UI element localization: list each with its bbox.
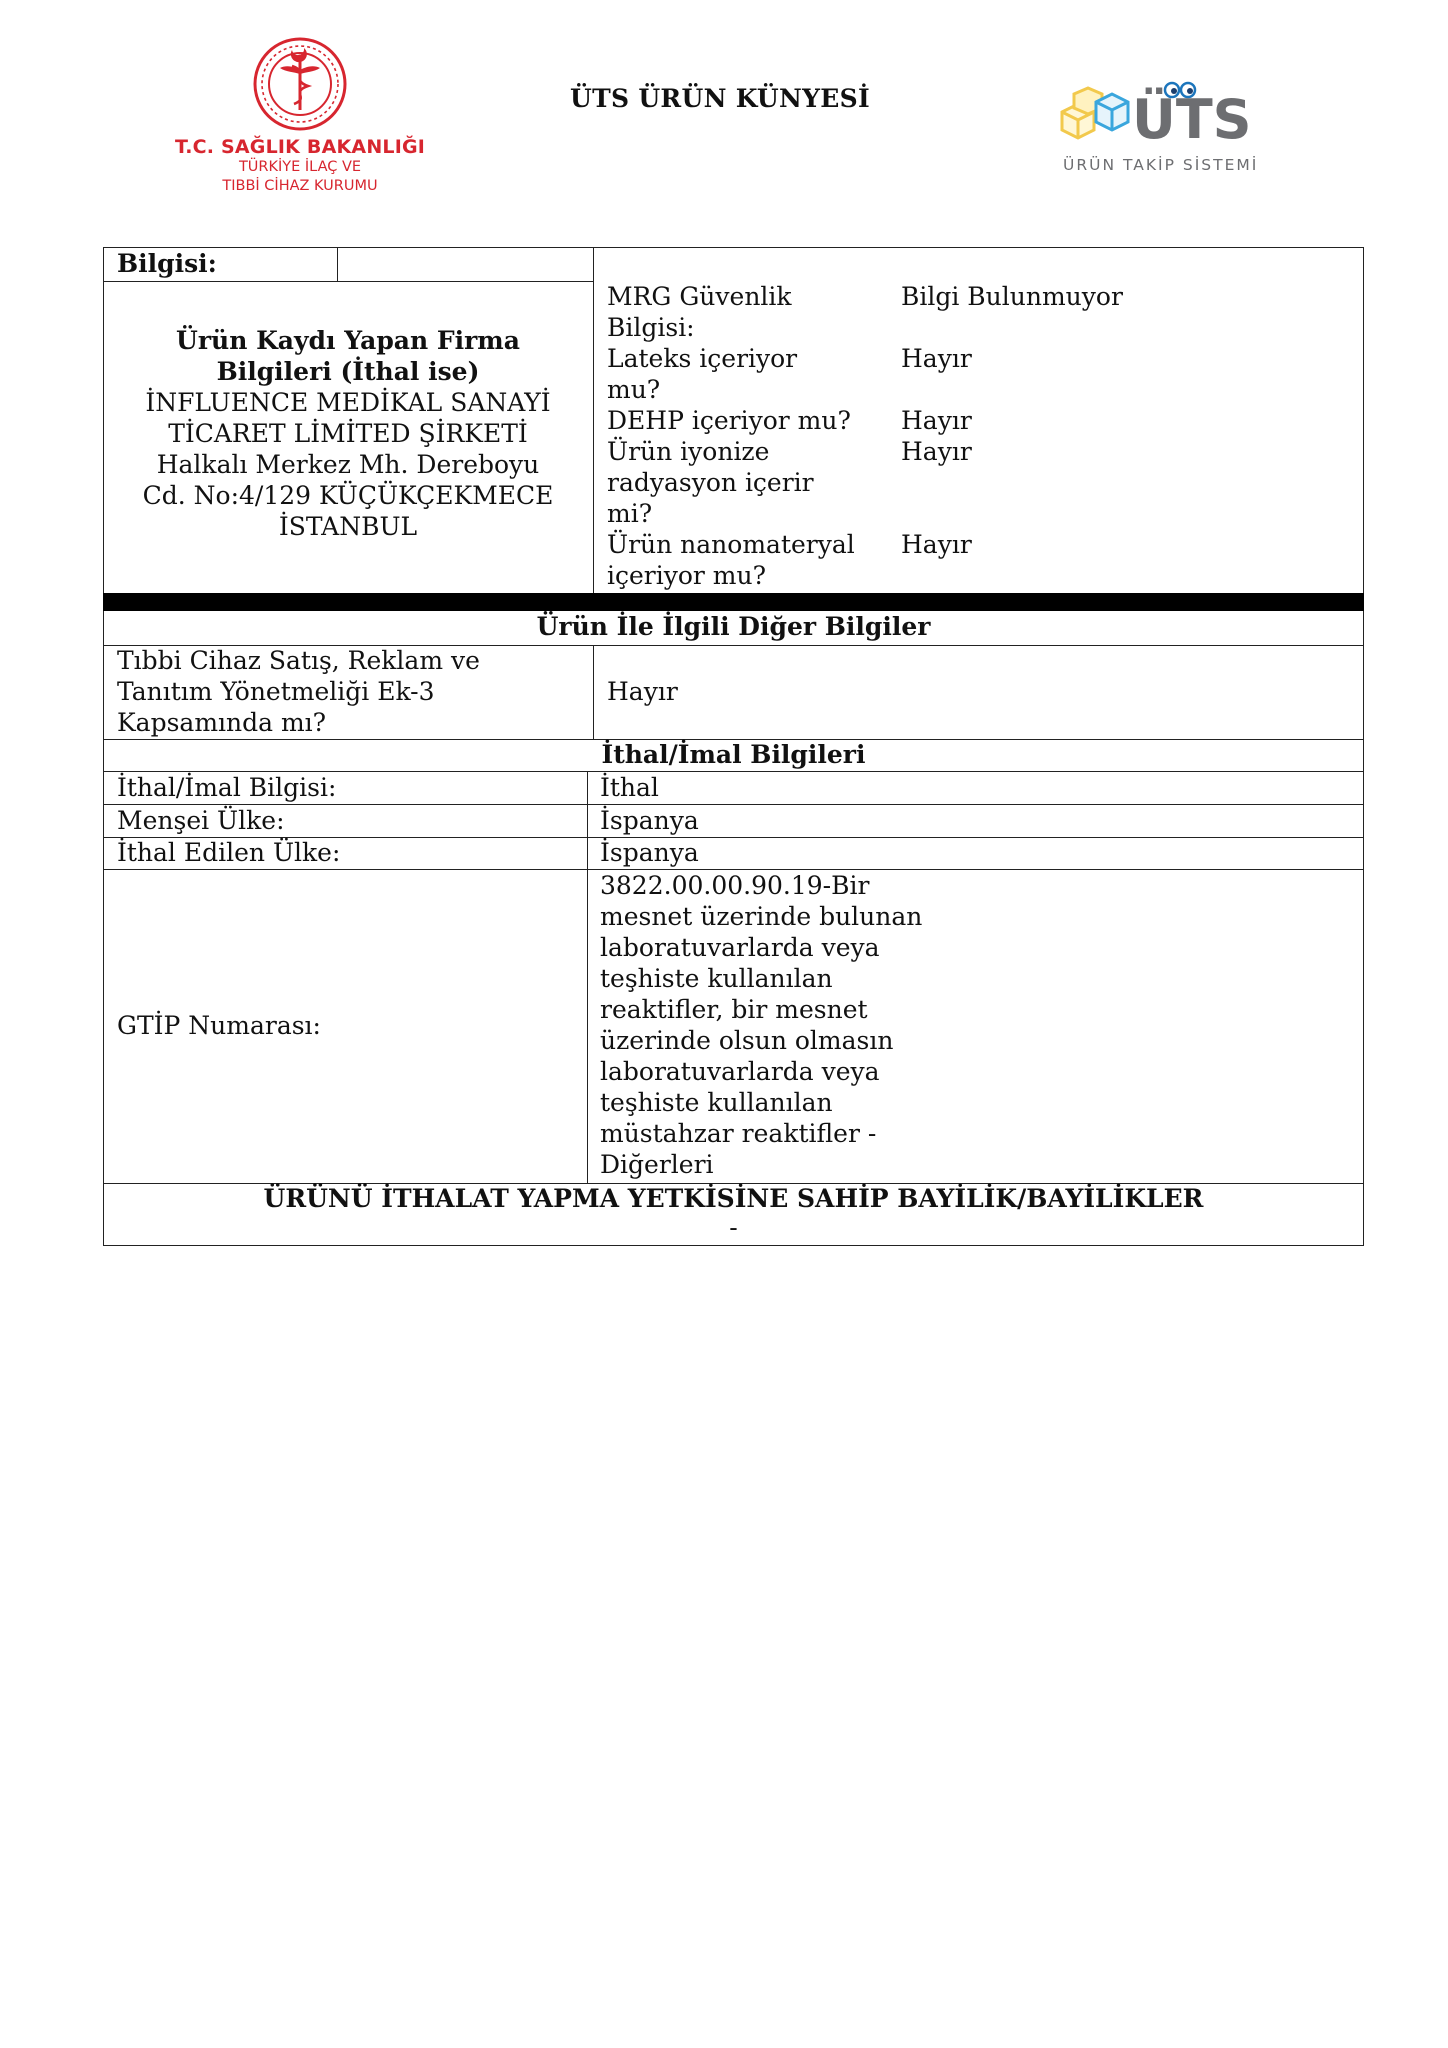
gtip-line-9: müstahzar reaktifler - xyxy=(600,1119,877,1148)
page-title: ÜTS ÜRÜN KÜNYESİ xyxy=(569,84,871,113)
dehp-value: Hayır xyxy=(901,406,972,435)
ministry-name: T.C. SAĞLIK BAKANLIĞI xyxy=(174,136,426,158)
regulation-label xyxy=(117,645,587,738)
section-divider xyxy=(103,593,1364,611)
firm-name-line-2: TİCARET LİMİTED ŞİRKETİ xyxy=(168,419,528,448)
gtip-line-10: Diğerleri xyxy=(600,1150,714,1179)
ministry-sub-line-2: TIBBİ CİHAZ KURUMU xyxy=(222,178,378,194)
dehp-label: DEHP içeriyor mu? xyxy=(607,406,851,435)
gtip-line-7: laboratuvarlarda veya xyxy=(600,1057,880,1086)
regulation-label-line-2: Tanıtım Yönetmeliği Ek-3 xyxy=(117,677,435,706)
other-info-heading: Ürün İle İlgili Diğer Bilgiler xyxy=(536,612,931,641)
firm-info-block xyxy=(106,325,590,542)
nano-value: Hayır xyxy=(901,530,972,559)
import-info-heading: İthal/İmal Bilgileri xyxy=(601,740,866,769)
ionizing-label-line-3: mi? xyxy=(607,499,653,528)
gtip-line-5: reaktifler, bir mesnet xyxy=(600,995,868,1024)
firm-address-line-2: Cd. No:4/129 KÜÇÜKÇEKMECE xyxy=(142,481,554,510)
ionizing-label-line-1: Ürün iyonize xyxy=(607,437,770,466)
mrg-label-line-2: Bilgisi: xyxy=(607,313,695,342)
dealers-value: - xyxy=(729,1213,738,1242)
origin-country-label: Menşei Ülke: xyxy=(117,806,285,835)
import-type-value: İthal xyxy=(600,773,659,802)
bilgisi-label: Bilgisi: xyxy=(117,249,217,278)
gtip-line-6: üzerinde olsun olmasın xyxy=(600,1026,894,1055)
gtip-line-4: teşhiste kullanılan xyxy=(600,964,833,993)
mrg-value: Bilgi Bulunmuyor xyxy=(901,282,1123,311)
firm-heading-line-2: Bilgileri (İthal ise) xyxy=(216,357,480,386)
uts-cubes-logo-icon xyxy=(1058,80,1274,150)
gtip-line-1: 3822.00.00.90.19-Bir xyxy=(600,871,870,900)
latex-value: Hayır xyxy=(901,344,972,373)
firm-name-line-1: İNFLUENCE MEDİKAL SANAYİ xyxy=(145,388,551,417)
import-type-label: İthal/İmal Bilgisi: xyxy=(117,773,337,802)
gtip-line-3: laboratuvarlarda veya xyxy=(600,933,880,962)
uts-logo xyxy=(1058,80,1278,174)
firm-address-line-3: İSTANBUL xyxy=(278,512,418,541)
ionizing-label-line-2: radyasyon içerir xyxy=(607,468,814,497)
ionizing-value: Hayır xyxy=(901,437,972,466)
mrg-label-line-1: MRG Güvenlik xyxy=(607,282,792,311)
firm-heading-line-1: Ürün Kaydı Yapan Firma xyxy=(176,326,520,355)
gtip-line-2: mesnet üzerinde bulunan xyxy=(600,902,923,931)
ministry-sub-line-1: TÜRKİYE İLAÇ VE xyxy=(238,159,362,175)
origin-country-value: İspanya xyxy=(600,806,699,835)
regulation-label-line-1: Tıbbi Cihaz Satış, Reklam ve xyxy=(117,646,480,675)
gtip-value xyxy=(600,870,1020,1180)
regulation-label-line-3: Kapsamında mı? xyxy=(117,708,327,737)
uts-logo-text: ÜTS xyxy=(1132,88,1252,150)
dealers-heading: ÜRÜNÜ İTHALAT YAPMA YETKİSİNE SAHİP BAYİLİK/BAYİLİKLER xyxy=(263,1184,1204,1213)
nano-label-line-2: içeriyor mu? xyxy=(607,561,767,590)
import-country-label: İthal Edilen Ülke: xyxy=(117,838,341,867)
ministry-emblem-icon xyxy=(252,36,348,132)
uts-tagline: ÜRÜN TAKİP SİSTEMİ xyxy=(1063,156,1259,174)
nano-label-line-1: Ürün nanomateryal xyxy=(607,530,855,559)
firm-address-line-1: Halkalı Merkez Mh. Dereboyu xyxy=(156,450,540,479)
gtip-label: GTİP Numarası: xyxy=(117,1011,321,1040)
ministry-logo xyxy=(170,36,430,196)
gtip-line-8: teşhiste kullanılan xyxy=(600,1088,833,1117)
latex-label-line-1: Lateks içeriyor xyxy=(607,344,798,373)
import-country-value: İspanya xyxy=(600,838,699,867)
property-labels xyxy=(607,281,897,591)
regulation-value: Hayır xyxy=(607,677,678,706)
latex-label-line-2: mu? xyxy=(607,375,661,404)
